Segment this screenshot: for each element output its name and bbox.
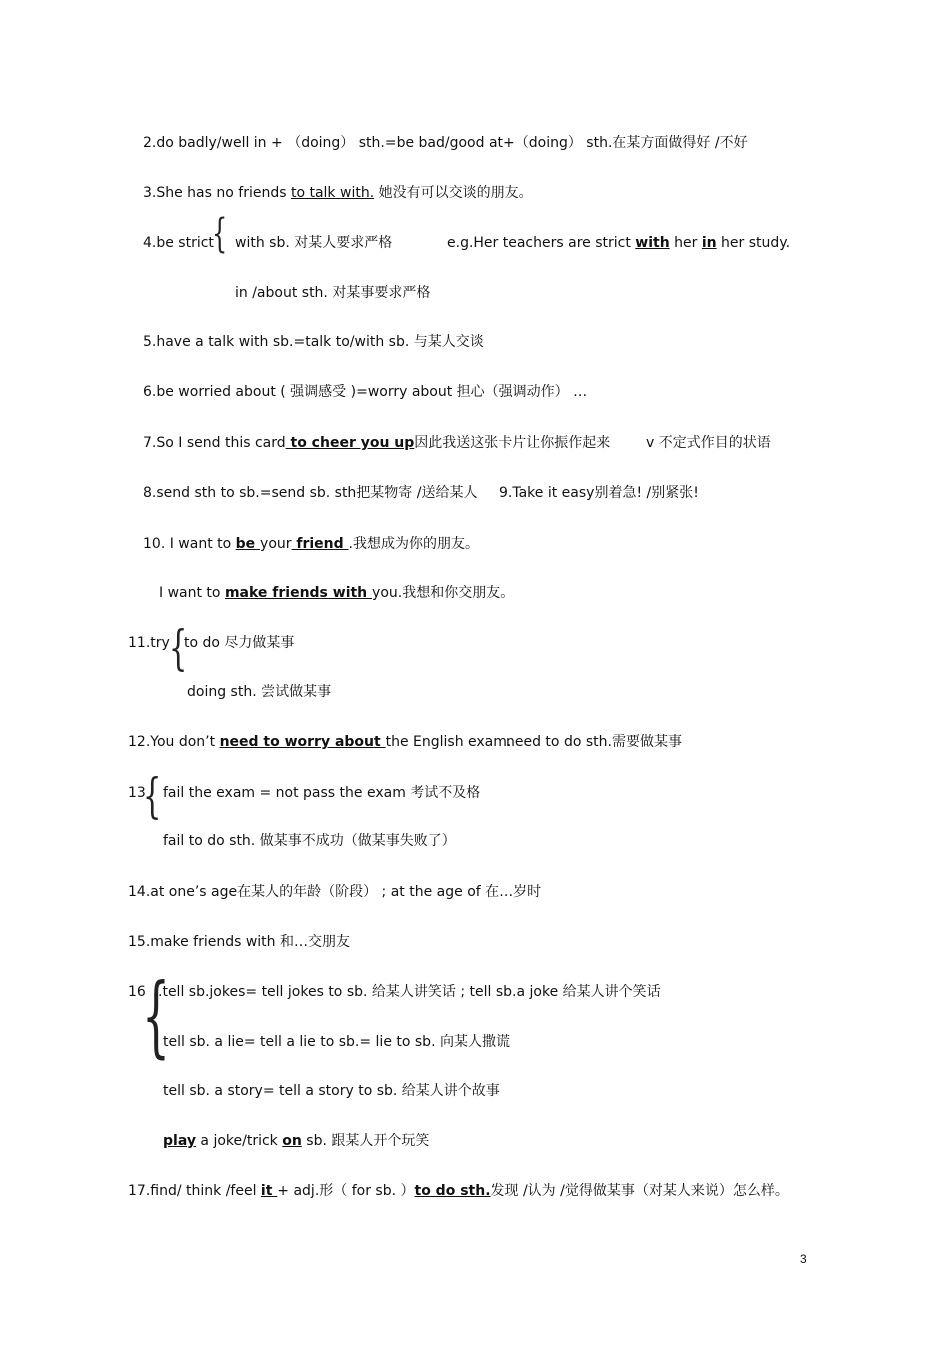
item-8: 8.send sth to sb.=send sb. sth把某物寄 /送给某人 — [143, 485, 478, 501]
item-13: 13 — [128, 785, 146, 801]
left-brace-icon: { — [212, 211, 228, 257]
item-14: 14.at one’s age在某人的年龄（阶段） ; at the age of 在…岁时 — [128, 884, 542, 900]
underlined-phrase: to cheer you up — [285, 435, 415, 451]
item-7-note: v 不定式作目的状语 — [646, 435, 771, 451]
item-15: 15.make friends with 和…交朋友 — [128, 934, 350, 950]
item-6: 6.be worried about ( 强调感受 )=worry about 担心（强调动作） … — [143, 384, 588, 400]
item-11-option-2: doing sth. 尝试做某事 — [187, 684, 332, 700]
item-16-option-3: tell sb. a story= tell a story to sb. 给某人讲个故事 — [163, 1083, 500, 1099]
underlined-phrase: need to worry about — [219, 734, 386, 750]
underlined-phrase: on — [282, 1133, 302, 1149]
item-7: 7.So I send this card to cheer you up因此我送这张卡片让你振作起来 — [143, 435, 611, 451]
underlined-phrase: friend — [291, 536, 349, 552]
left-brace-icon: { — [169, 620, 188, 676]
underlined-phrase: it — [260, 1183, 278, 1199]
left-brace-icon: { — [142, 964, 170, 1067]
item-4-example: e.g.Her teachers are strict with her in her study. — [447, 235, 791, 251]
item-4-option-1: with sb. 对某人要求严格 — [235, 235, 393, 251]
item-12: 12.You don’t need to worry about the English exam. — [128, 734, 512, 750]
item-4-option-2: in /about sth. 对某事要求严格 — [235, 285, 431, 301]
left-brace-icon: { — [143, 768, 162, 824]
item-17: 17.find/ think /feel it + adj.形（ for sb. ）to do sth.发现 /认为 /觉得做某事（对某人来说）怎么样。 — [128, 1183, 789, 1199]
item-4: 4.be strict — [143, 235, 214, 251]
item-16-option-2: tell sb. a lie= tell a lie to sb.= lie to sb. 向某人撒谎 — [163, 1034, 510, 1050]
underlined-phrase: in — [701, 235, 717, 251]
underlined-phrase: be — [235, 536, 261, 552]
item-10: 10. I want to be your friend .我想成为你的朋友。 — [143, 536, 479, 552]
underlined-phrase: to do sth. — [414, 1183, 491, 1199]
item-13-option-1: fail the exam = not pass the exam 考试不及格 — [163, 785, 481, 801]
item-2: 2.do badly/well in + （doing） sth.=be bad/good at+（doing） sth.在某方面做得好 /不好 — [143, 135, 748, 151]
item-13-option-2: fail to do sth. 做某事不成功（做某事失败了） — [163, 833, 456, 849]
item-16-option-1: .tell sb.jokes= tell jokes to sb. 给某人讲笑话 ; tell sb.a joke 给某人讲个笑话 — [158, 984, 661, 1000]
item-10-example: I want to make friends with you.我想和你交朋友。 — [159, 585, 515, 601]
item-9: 9.Take it easy别着急! /别紧张! — [499, 485, 699, 501]
underlined-phrase: with — [635, 235, 670, 251]
page-number: 3 — [800, 1252, 807, 1266]
item-5: 5.have a talk with sb.=talk to/with sb. 与某人交谈 — [143, 334, 484, 350]
item-16-option-4: play a joke/trick on sb. 跟某人开个玩笑 — [163, 1133, 430, 1149]
item-16: 16 — [128, 984, 146, 1000]
item-3: 3.She has no friends to talk with. 她没有可以交谈的朋友。 — [143, 185, 533, 201]
item-11: 11.try — [128, 635, 170, 651]
item-11-option-1: to do 尽力做某事 — [184, 635, 295, 651]
underlined-phrase: play — [163, 1133, 196, 1149]
item-12-note: need to do sth.需要做某事 — [506, 734, 682, 750]
underlined-phrase: to talk with. — [290, 185, 375, 201]
underlined-phrase: make friends with — [224, 585, 373, 601]
